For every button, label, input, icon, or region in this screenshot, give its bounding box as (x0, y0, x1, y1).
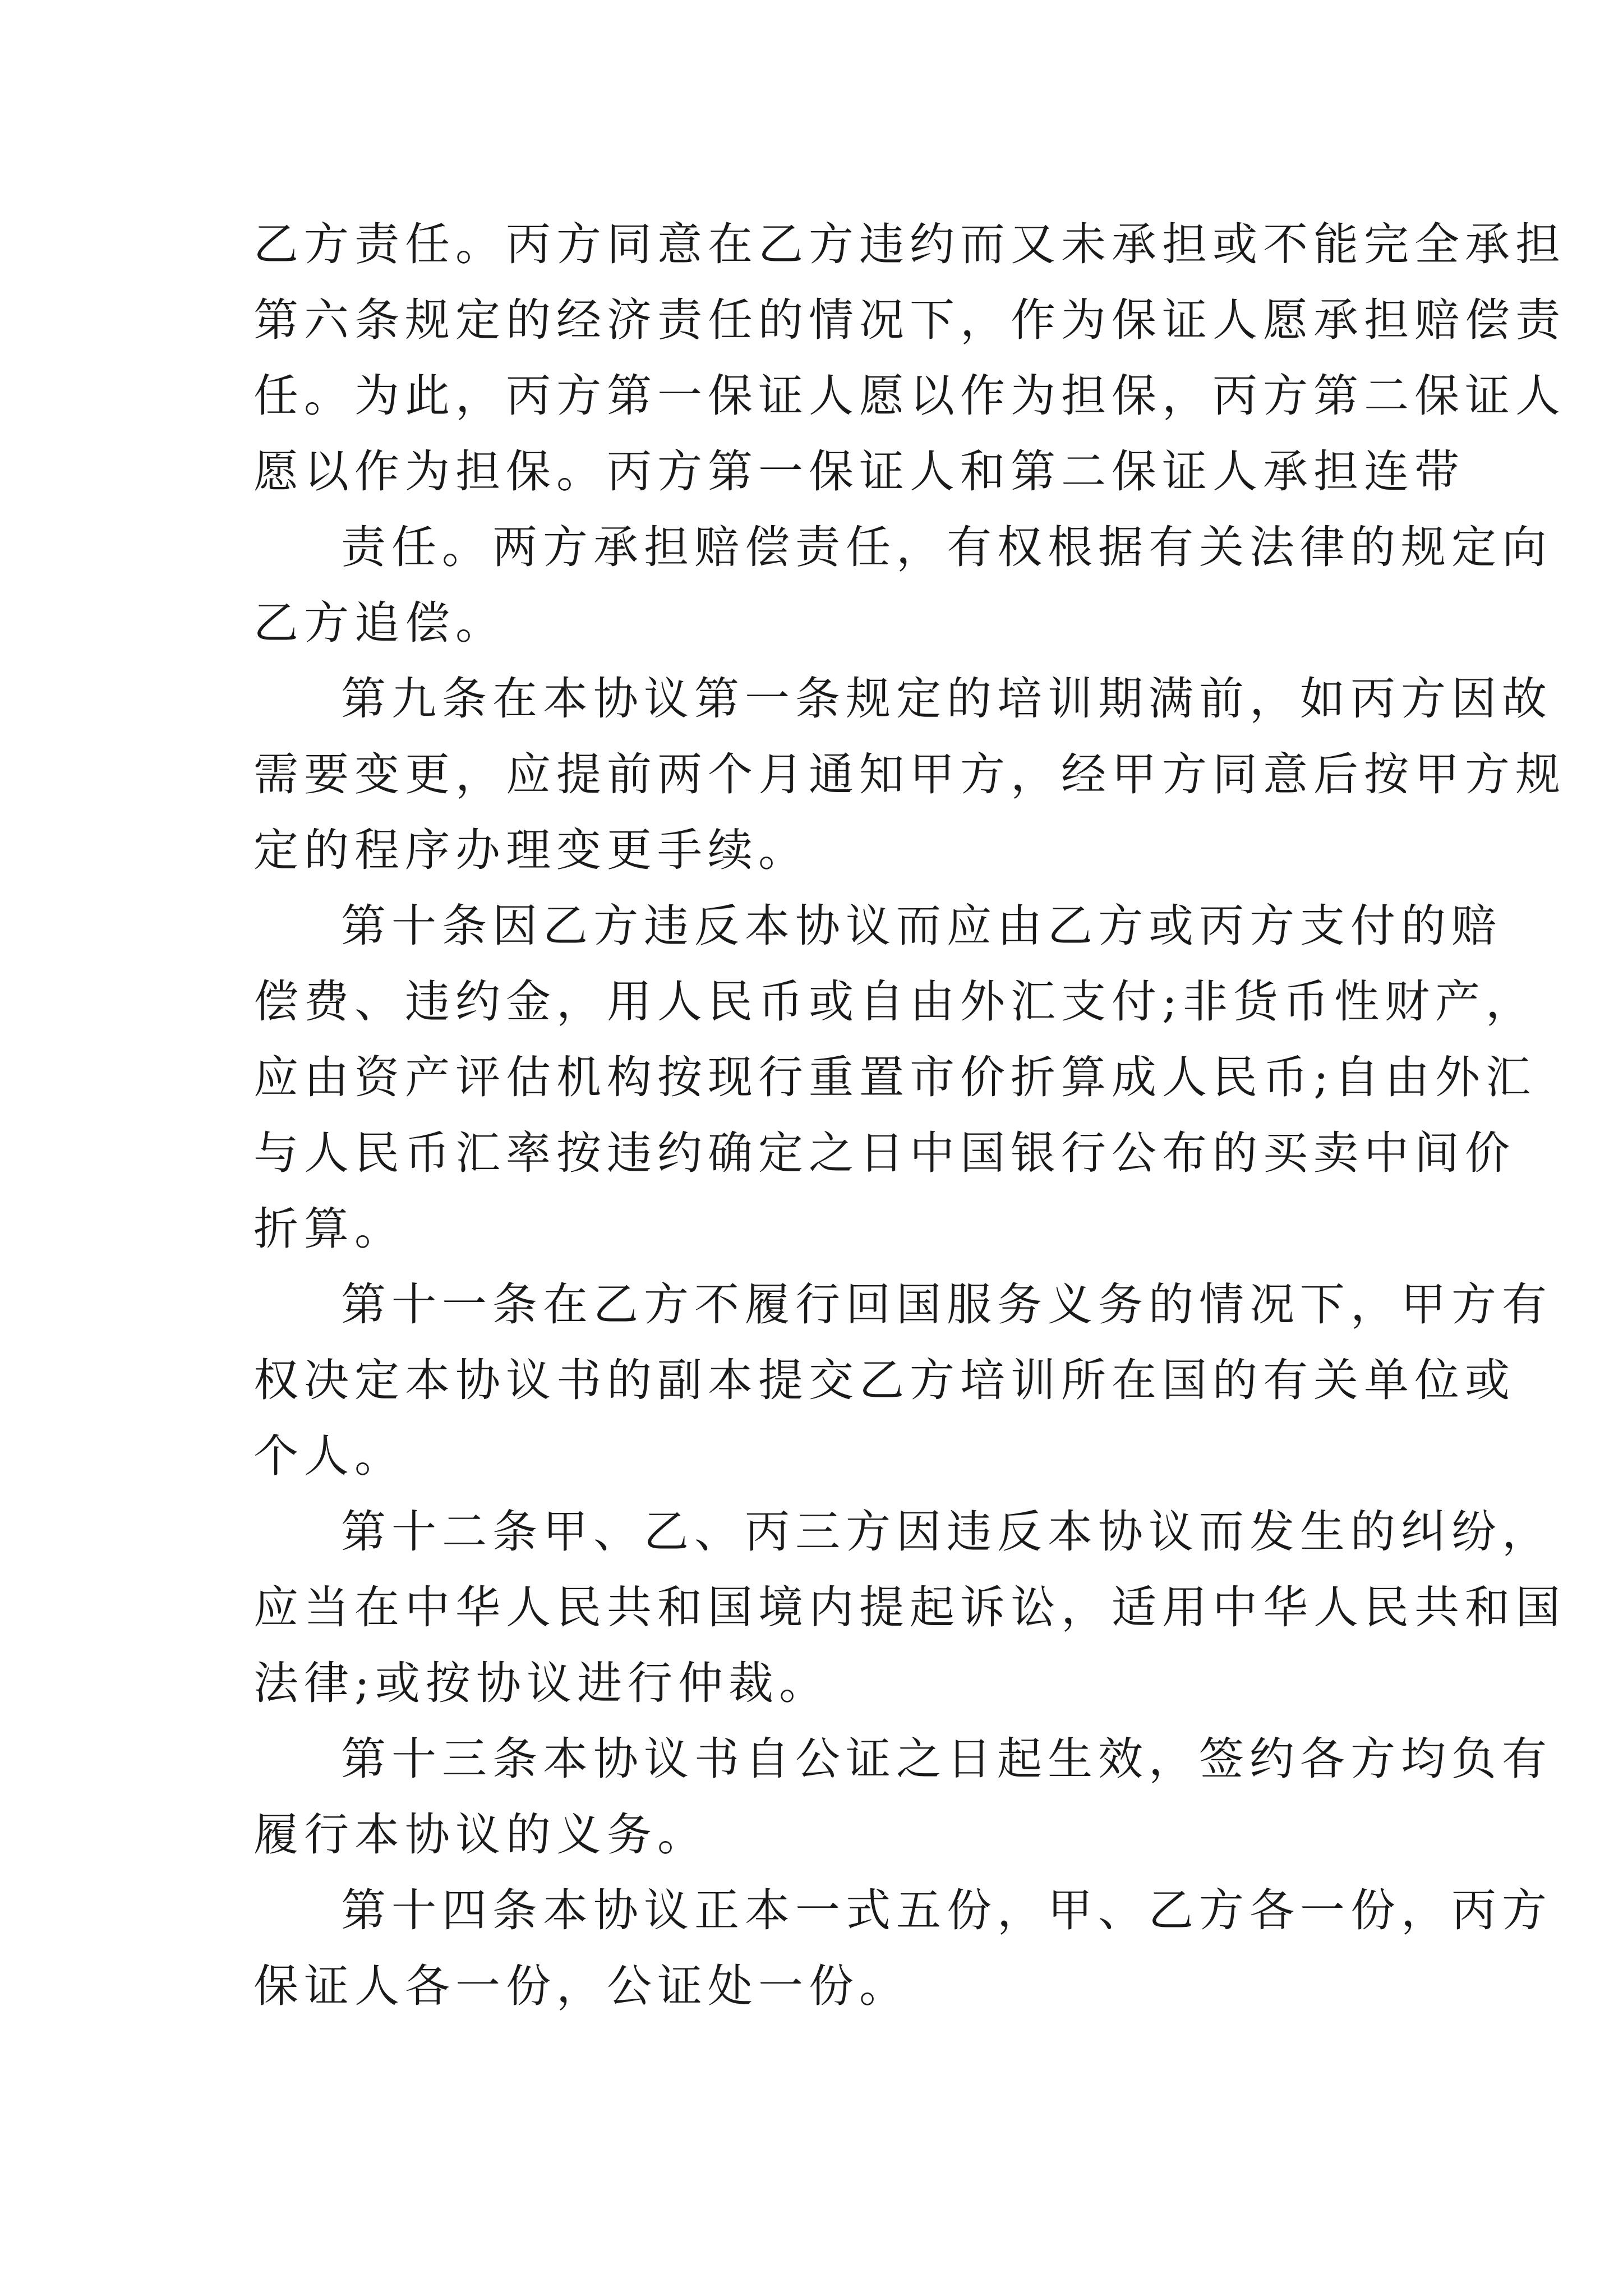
text-line: 责任。两方承担赔偿责任，有权根据有关法律的规定向 (341, 521, 1552, 573)
text-line: 偿费、违约金，用人民币或自由外汇支付;非货币性财产， (253, 976, 1536, 1028)
text-line: 任。为此，丙方第一保证人愿以作为担保，丙方第二保证人 (253, 370, 1566, 422)
text-line: 第十二条甲、乙、丙三方因违反本协议而发生的纠纷， (341, 1506, 1552, 1558)
text-line: 与人民币汇率按违约确定之日中国银行公布的买卖中间价 (253, 1127, 1515, 1179)
text-line: 乙方追偿。 (253, 597, 506, 649)
text-line: 定的程序办理变更手续。 (253, 824, 809, 876)
text-line: 应当在中华人民共和国境内提起诉讼，适用中华人民共和国 (253, 1581, 1566, 1634)
text-line: 第九条在本协议第一条规定的培训期满前，如丙方因故 (341, 673, 1552, 725)
text-line: 第十四条本协议正本一式五份，甲、乙方各一份，丙方 (341, 1884, 1552, 1936)
text-line: 履行本协议的义务。 (253, 1809, 708, 1861)
text-line: 愿以作为担保。丙方第一保证人和第二保证人承担连带 (253, 445, 1465, 498)
text-line: 第十一条在乙方不履行回国服务义务的情况下，甲方有 (341, 1278, 1552, 1331)
text-line: 法律;或按协议进行仲裁。 (253, 1657, 829, 1709)
text-line: 乙方责任。丙方同意在乙方违约而又未承担或不能完全承担 (253, 218, 1566, 270)
text-line: 权决定本协议书的副本提交乙方培训所在国的有关单位或 (253, 1354, 1515, 1406)
text-line: 第六条规定的经济责任的情况下，作为保证人愿承担赔偿责 (253, 294, 1566, 346)
text-line: 折算。 (253, 1203, 405, 1255)
text-line: 第十条因乙方违反本协议而应由乙方或丙方支付的赔 (341, 900, 1502, 952)
text-line: 应由资产评估机构按现行重置市价折算成人民币;自由外汇 (253, 1051, 1536, 1103)
text-line: 需要变更，应提前两个月通知甲方，经甲方同意后按甲方规 (253, 748, 1566, 800)
text-line: 第十三条本协议书自公证之日起生效，签约各方均负有 (341, 1733, 1552, 1785)
text-line: 个人。 (253, 1430, 405, 1482)
text-line: 保证人各一份，公证处一份。 (253, 1960, 910, 2012)
